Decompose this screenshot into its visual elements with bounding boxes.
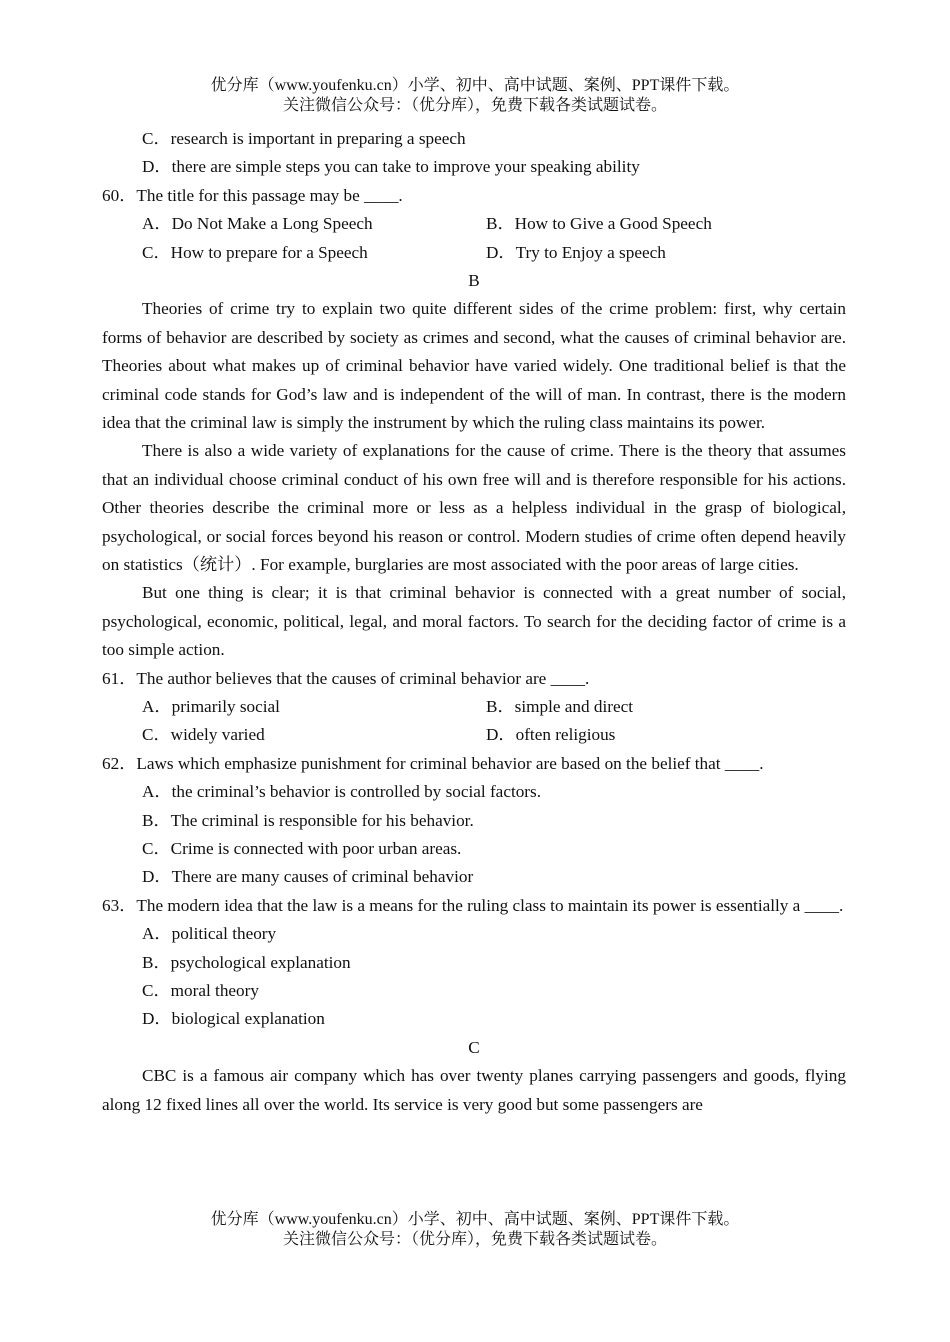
question-62-option-d: D．There are many causes of criminal behavior (142, 867, 474, 887)
section-b-label: B (468, 270, 480, 290)
question-60-option-d: D．Try to Enjoy a speech (486, 242, 666, 262)
question-62-option-a: A．the criminal’s behavior is controlled by social factors. (142, 782, 542, 802)
question-62-option-b: B．The criminal is responsible for his behavior. (142, 810, 474, 830)
question-61-option-c: C．widely varied (142, 725, 265, 745)
question-63-stem: 63．The modern idea that the law is a means for the ruling class to maintain its power is essentially a ____. (102, 895, 844, 915)
prev-option-c: C．research is important in preparing a speech (142, 129, 466, 148)
question-61-stem: 61．The author believes that the causes of criminal behavior are ____. (102, 668, 590, 688)
question-63-option-b: B．psychological explanation (142, 952, 351, 972)
header-line-1: 优分库（www.youfenku.cn）小学、初中、高中试题、案例、PPT课件下载。 (210, 77, 740, 94)
question-60-option-c: C．How to prepare for a Speech (142, 242, 368, 262)
section-c-label: C (468, 1037, 480, 1057)
section-b-paragraph-1: Theories of crime try to explain two quite different sides of the crime problem: first, why certain forms of behavior are described by society as crimes and second, what the causes of criminal behavior are. Theories about what makes up of criminal behavior have varied widely. One traditional belief is that the criminal code stands for God’s law and is independent of the will of man. In contrast, there is the modern idea that the criminal law is simply the instrument by which the ruling class maintains its power. (102, 299, 846, 432)
question-63-option-c: C．moral theory (142, 980, 259, 1000)
page-footer (0, 1210, 950, 1250)
footer-line-1: 优分库（www.youfenku.cn）小学、初中、高中试题、案例、PPT课件下载。 (210, 1211, 740, 1228)
question-60-option-b: B．How to Give a Good Speech (486, 214, 712, 234)
question-60-options-row-2 (102, 239, 846, 267)
page-content (102, 125, 846, 1119)
footer-line-2: 关注微信公众号：（优分库），免费下载各类试题试卷。 (282, 1231, 667, 1248)
prev-option-d: D．there are simple steps you can take to improve your speaking ability (142, 157, 640, 177)
question-61-option-a: A．primarily social (142, 697, 280, 717)
section-b-paragraph-3: But one thing is clear; it is that criminal behavior is connected with a great number of social, psychological, economic, political, legal, and moral factors. To search for the deciding factor of crime is a too simple action. (102, 583, 846, 660)
page-header (0, 76, 950, 116)
question-63-option-a: A．political theory (142, 924, 277, 944)
question-60-stem: 60．The title for this passage may be ____. (102, 185, 403, 205)
question-60-option-a: A．Do Not Make a Long Speech (142, 214, 373, 234)
section-b-paragraph-2: There is also a wide variety of explanations for the cause of crime. There is the theory that assumes that an individual choose criminal conduct of his own free will and is therefore responsible for his actions. Other theories describe the criminal more or less as a helpless individual in the grasp of biological, psychological, or social forces beyond his reason or control. Modern studies of crime often depend heavily on statistics（统计）. For example, burglaries are most associated with the poor areas of large cities. (102, 441, 846, 574)
question-62-option-c: C．Crime is connected with poor urban areas. (142, 838, 462, 858)
question-62-stem: 62．Laws which emphasize punishment for criminal behavior are based on the belief that ____. (102, 753, 764, 773)
question-61-options-row-2 (102, 721, 846, 749)
section-c-paragraph-1: CBC is a famous air company which has over twenty planes carrying passengers and goods, flying along 12 fixed lines all over the world. Its service is very good but some passengers are (102, 1066, 846, 1114)
question-63-option-d: D．biological explanation (142, 1009, 325, 1029)
question-61-options-row-1 (102, 693, 846, 721)
question-61-option-d: D．often religious (486, 725, 616, 745)
header-line-2: 关注微信公众号：（优分库），免费下载各类试题试卷。 (282, 97, 667, 114)
question-60-options-row-1 (102, 210, 846, 238)
question-61-option-b: B．simple and direct (486, 697, 634, 717)
